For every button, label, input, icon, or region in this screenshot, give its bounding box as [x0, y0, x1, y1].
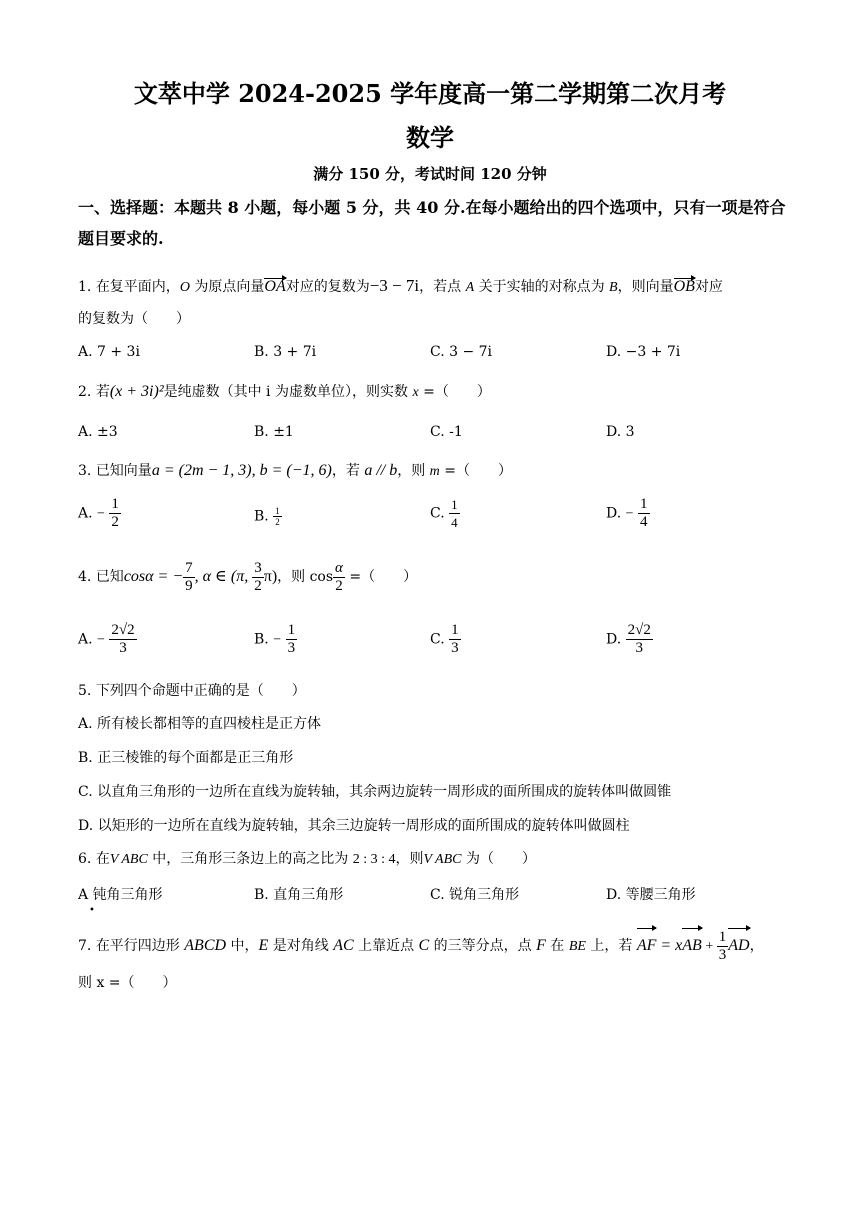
numerator: 1	[451, 497, 458, 512]
numerator: 1	[718, 928, 727, 945]
option-fraction	[626, 622, 653, 657]
option-sign: −	[273, 632, 282, 648]
option-fraction	[449, 496, 460, 531]
q-text: 为原点向量	[189, 279, 265, 295]
q-text: 的三等分点，点	[429, 938, 537, 954]
q-math: = x	[656, 937, 683, 954]
vector-af: AF	[637, 927, 657, 965]
option-d: D. −3 + 7i	[606, 344, 681, 360]
question-7	[78, 927, 764, 966]
q-text: ，则向量	[617, 279, 674, 295]
q-math: C	[418, 937, 430, 954]
q-text: =（ ）	[418, 384, 491, 400]
option-a: A 钝角三角形	[78, 887, 163, 903]
exam-title: 文萃中学 2024-2025 学年度高一第二学期第二次月考	[133, 79, 727, 108]
q-text: 中，	[226, 938, 259, 954]
q-text: 上，若	[585, 938, 637, 954]
option-c	[430, 496, 460, 531]
q-math: , α ∈ (π,	[194, 568, 253, 585]
stray-dot: •	[89, 905, 95, 916]
denominator: 2	[275, 517, 280, 527]
question-7-line2: 则 x =（ ）	[78, 975, 177, 991]
statement-a: A. 所有棱长都相等的直四棱柱是正方体	[78, 716, 322, 732]
denominator: 3	[635, 640, 643, 656]
option-fraction	[109, 496, 121, 531]
numerator: 2√2	[627, 622, 651, 638]
q-math: O	[179, 280, 190, 295]
option-a: A. 7 + 3i	[78, 344, 140, 360]
q-math: A	[465, 280, 475, 295]
option-label: D.	[606, 631, 622, 648]
q-text: 是对角线	[268, 938, 334, 954]
q-math: π)	[263, 568, 278, 585]
option-c	[430, 622, 461, 657]
fraction	[183, 560, 195, 595]
vector-ab: AB	[682, 927, 702, 965]
q-text: 下列四个命题中正确的是（ ）	[95, 683, 306, 699]
vector-oa: OA	[264, 278, 286, 295]
q-math: V ABC	[109, 852, 148, 867]
q-math: m	[429, 464, 440, 479]
numerator: 1	[451, 622, 459, 638]
numerator: 2√2	[111, 622, 135, 638]
q-text: 若	[95, 384, 110, 400]
q-text: ，则	[395, 851, 424, 867]
q-math: cosα = −	[123, 568, 184, 585]
option-a: A. ±3	[78, 424, 118, 440]
question-number: 7.	[78, 938, 92, 954]
statement-b: B. 正三棱锥的每个面都是正三角形	[78, 750, 294, 766]
option-fraction	[286, 622, 298, 657]
q-text: 对应	[694, 279, 723, 295]
option-b: B. 3 + 7i	[254, 344, 317, 360]
q-text: ，则	[397, 463, 430, 479]
numerator: 1	[275, 506, 280, 516]
question-3	[78, 461, 512, 482]
question-number: 5.	[78, 683, 92, 699]
option-label: A.	[78, 505, 93, 522]
question-number: 1.	[78, 279, 92, 295]
q-text: ，	[749, 938, 764, 954]
denominator: 2	[335, 577, 343, 594]
q-text: =（ ）	[344, 569, 418, 585]
option-c: C. -1	[430, 424, 463, 440]
denominator: 3	[119, 640, 127, 656]
q-math: x	[412, 385, 419, 400]
numerator: 1	[640, 496, 648, 512]
q-text: 关于实轴的对称点为	[474, 279, 610, 295]
numerator: 1	[287, 622, 296, 638]
option-d	[606, 622, 653, 657]
vector-ad: AD	[728, 927, 749, 965]
denominator: 2	[111, 514, 119, 530]
option-b: B. 直角三角形	[254, 887, 344, 903]
option-d	[606, 496, 650, 531]
q-math: ABCD	[184, 937, 227, 954]
q-math: +	[701, 939, 717, 954]
option-label: A.	[78, 631, 93, 648]
q-math: (x + 3i)²	[109, 383, 164, 400]
q-math: V ABC	[423, 852, 462, 867]
denominator: 4	[640, 514, 648, 530]
question-1	[78, 276, 723, 298]
q-text: 是纯虚数（其中 i 为虚数单位），则实数	[163, 384, 413, 400]
q-math: AC	[333, 937, 354, 954]
q-text: ，则 cos	[277, 569, 334, 585]
option-b	[254, 506, 282, 527]
fraction	[333, 560, 345, 595]
q-text: 在复平面内，	[95, 279, 180, 295]
fraction	[717, 929, 729, 964]
q-text: 在	[95, 851, 110, 867]
question-2	[78, 382, 491, 403]
denominator: 2	[254, 577, 262, 594]
option-fraction	[109, 622, 136, 657]
option-b: B. ±1	[254, 424, 294, 440]
q-text: =（ ）	[439, 463, 512, 479]
option-d: D. 等腰三角形	[606, 887, 696, 903]
option-a	[78, 622, 137, 657]
question-number: 6.	[78, 851, 92, 867]
subject-title: 数学	[406, 123, 454, 152]
q-math: a = (2m − 1, 3), b = (−1, 6)	[151, 462, 332, 479]
option-c: C. 锐角三角形	[430, 887, 520, 903]
q-math: F	[536, 937, 546, 954]
option-sign: −	[97, 506, 105, 522]
option-c: C. 3 − 7i	[430, 344, 493, 360]
q-text: ，若点	[419, 279, 466, 295]
vector-ob: OB	[673, 278, 695, 295]
question-4	[78, 558, 417, 596]
statement-d: D. 以矩形的一边所在直线为旋转轴，其余三边旋转一周形成的面所围成的旋转体叫做圆柱	[78, 818, 630, 834]
denominator: 4	[451, 515, 458, 530]
q-text: 已知	[95, 569, 124, 585]
option-label: C.	[430, 631, 445, 648]
question-number: 3.	[78, 463, 92, 479]
q-math: −3 − 7i	[369, 276, 420, 295]
question-6	[78, 849, 536, 870]
exam-info: 满分 150 分，考试时间 120 分钟	[313, 165, 547, 183]
section-heading: 一、选择题：本题共 8 小题，每小题 5 分，共 40 分.在每小题给出的四个选项中，只有一项是符合题目要求的.	[78, 198, 786, 248]
option-sign: −	[97, 632, 105, 648]
numerator: α	[335, 559, 343, 576]
q-math: E	[258, 937, 269, 954]
question-5	[78, 681, 306, 701]
q-text: 中，三角形三条边上的高之比为	[147, 851, 353, 867]
option-b	[254, 622, 297, 657]
q-text: 对应的复数为	[285, 279, 370, 295]
option-label: B.	[254, 508, 269, 525]
numerator: 7	[185, 559, 193, 576]
denominator: 3	[718, 946, 727, 963]
denominator: 3	[287, 640, 296, 656]
fraction	[252, 560, 264, 595]
option-d: D. 3	[606, 424, 635, 440]
q-text: 为（ ）	[461, 851, 536, 867]
q-math: a // b	[364, 462, 398, 479]
numerator: 1	[111, 496, 119, 512]
question-1-line2: 的复数为（ ）	[78, 311, 190, 327]
q-text: 在	[545, 938, 569, 954]
option-sign: −	[625, 506, 634, 522]
q-math: 2 : 3 : 4	[352, 852, 396, 867]
q-text: 已知向量	[95, 463, 152, 479]
option-label: B.	[254, 631, 269, 648]
q-text: ，若	[331, 463, 365, 479]
question-number: 2.	[78, 384, 92, 400]
question-number: 4.	[78, 569, 92, 585]
option-a	[78, 496, 121, 531]
option-label: C.	[430, 505, 445, 522]
statement-c: C. 以直角三角形的一边所在直线为旋转轴，其余两边旋转一周形成的面所围成的旋转体叫做圆锥	[78, 784, 672, 800]
denominator: 9	[185, 577, 193, 594]
option-label: D.	[606, 505, 622, 522]
q-math: B	[609, 280, 618, 295]
numerator: 3	[254, 559, 262, 576]
option-fraction	[273, 506, 282, 527]
q-math: BE	[568, 939, 586, 954]
denominator: 3	[451, 640, 459, 656]
option-fraction	[449, 622, 461, 657]
option-fraction	[638, 496, 650, 531]
q-text: 在平行四边形	[95, 938, 185, 954]
q-text: 上靠近点	[353, 938, 419, 954]
